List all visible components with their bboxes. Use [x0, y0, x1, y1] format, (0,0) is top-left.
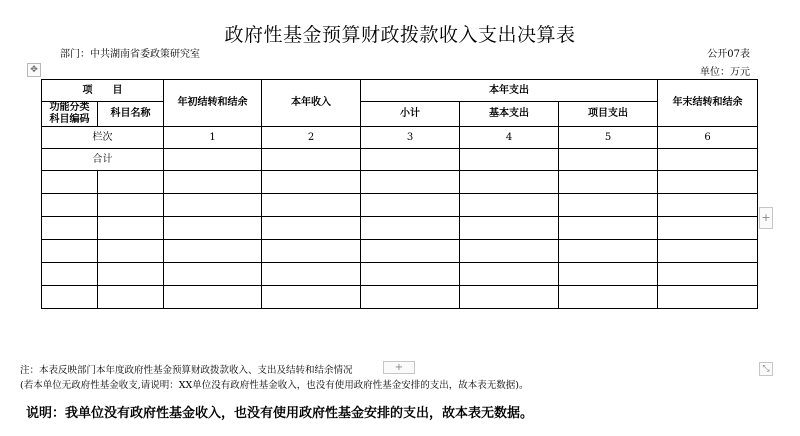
- department-label: 部门：中共湖南省委政策研究室: [60, 49, 200, 60]
- table-cell[interactable]: [164, 171, 262, 194]
- header-basic-expense: 基本支出: [460, 102, 559, 127]
- index-cell[interactable]: 1: [164, 127, 262, 149]
- table-cell[interactable]: [559, 194, 658, 217]
- add-column-button[interactable]: +: [759, 207, 773, 229]
- table-cell[interactable]: [98, 194, 164, 217]
- table-code: 公开07表: [707, 49, 750, 60]
- table-cell[interactable]: [164, 240, 262, 263]
- table-cell[interactable]: [164, 194, 262, 217]
- table-cell[interactable]: [98, 217, 164, 240]
- table-cell[interactable]: [361, 149, 460, 171]
- table-cell[interactable]: [262, 171, 361, 194]
- table-cell[interactable]: [361, 286, 460, 309]
- total-label: 合计: [42, 149, 164, 171]
- table-cell[interactable]: [164, 149, 262, 171]
- table-cell[interactable]: [42, 171, 98, 194]
- header-project-expense: 项目支出: [559, 102, 658, 127]
- table-cell[interactable]: [460, 171, 559, 194]
- table-row: [42, 217, 758, 240]
- table-note: 注：本表反映部门本年度政府性基金预算财政拨款收入、支出及结转和结余情况: [20, 365, 353, 376]
- table-cell[interactable]: [361, 240, 460, 263]
- header-begin-balance: 年初结转和结余: [164, 80, 262, 127]
- table-cell[interactable]: [361, 171, 460, 194]
- table-move-handle-icon[interactable]: ✥: [27, 63, 41, 77]
- table-cell[interactable]: [658, 263, 758, 286]
- index-row: [42, 127, 758, 149]
- fund-table: [41, 79, 758, 309]
- table-cell[interactable]: [164, 263, 262, 286]
- table-cell[interactable]: [262, 217, 361, 240]
- header-end-balance: 年末结转和结余: [658, 80, 758, 127]
- table-cell[interactable]: [98, 286, 164, 309]
- table-cell[interactable]: [42, 240, 98, 263]
- table-cell[interactable]: [262, 149, 361, 171]
- table-cell[interactable]: [460, 286, 559, 309]
- header-subtotal: 小计: [361, 102, 460, 127]
- table-resize-handle-icon[interactable]: ⤡: [759, 362, 773, 376]
- table-cell[interactable]: [658, 217, 758, 240]
- header-subject-name: 科目名称: [98, 102, 164, 127]
- index-cell[interactable]: 3: [361, 127, 460, 149]
- table-cell[interactable]: [460, 217, 559, 240]
- table-row: [42, 263, 758, 286]
- table-cell[interactable]: [460, 194, 559, 217]
- unit-label: 单位：万元: [700, 67, 750, 78]
- table-cell[interactable]: [164, 217, 262, 240]
- table-cell[interactable]: [559, 149, 658, 171]
- add-row-button[interactable]: +: [383, 361, 415, 374]
- header-func-code: 功能分类 科目编码: [42, 102, 98, 127]
- table-cell[interactable]: [98, 263, 164, 286]
- header-item: 项 目: [42, 80, 164, 102]
- table-cell[interactable]: [559, 286, 658, 309]
- index-cell[interactable]: 5: [559, 127, 658, 149]
- table-cell[interactable]: [559, 263, 658, 286]
- table-row: [42, 286, 758, 309]
- table-cell[interactable]: [262, 286, 361, 309]
- table-row: [42, 171, 758, 194]
- table-cell[interactable]: [559, 171, 658, 194]
- table-cell[interactable]: [42, 217, 98, 240]
- header-expense-group: 本年支出: [361, 80, 658, 102]
- table-cell[interactable]: [460, 263, 559, 286]
- table-cell[interactable]: [658, 171, 758, 194]
- table-cell[interactable]: [460, 149, 559, 171]
- table-cell[interactable]: [460, 240, 559, 263]
- table-cell[interactable]: [42, 286, 98, 309]
- explanation-text: 说明：我单位没有政府性基金收入，也没有使用政府性基金安排的支出，故本表无数据。: [26, 406, 534, 421]
- index-cell[interactable]: 2: [262, 127, 361, 149]
- table-cell[interactable]: [164, 286, 262, 309]
- table-cell[interactable]: [262, 263, 361, 286]
- table-note-instructions: (若本单位无政府性基金收支,请说明：XX单位没有政府性基金收入，也没有使用政府性基金安排的支出，故本表无数据)。: [20, 380, 529, 391]
- page-title: 政府性基金预算财政拨款收入支出决算表: [224, 24, 576, 46]
- index-cell[interactable]: 6: [658, 127, 758, 149]
- header-income: 本年收入: [262, 80, 361, 127]
- table-cell[interactable]: [658, 194, 758, 217]
- index-cell[interactable]: 4: [460, 127, 559, 149]
- table-cell[interactable]: [559, 240, 658, 263]
- table-row: [42, 194, 758, 217]
- table-cell[interactable]: [361, 263, 460, 286]
- total-row: [42, 149, 758, 171]
- index-label: 栏次: [42, 127, 164, 149]
- table-cell[interactable]: [42, 263, 98, 286]
- table-cell[interactable]: [658, 149, 758, 171]
- table-cell[interactable]: [658, 240, 758, 263]
- table-cell[interactable]: [98, 171, 164, 194]
- table-cell[interactable]: [262, 240, 361, 263]
- table-cell[interactable]: [262, 194, 361, 217]
- table-cell[interactable]: [98, 240, 164, 263]
- table-cell[interactable]: [361, 194, 460, 217]
- table-cell[interactable]: [658, 286, 758, 309]
- table-cell[interactable]: [42, 194, 98, 217]
- table-cell[interactable]: [361, 217, 460, 240]
- table-row: [42, 240, 758, 263]
- table-cell[interactable]: [559, 217, 658, 240]
